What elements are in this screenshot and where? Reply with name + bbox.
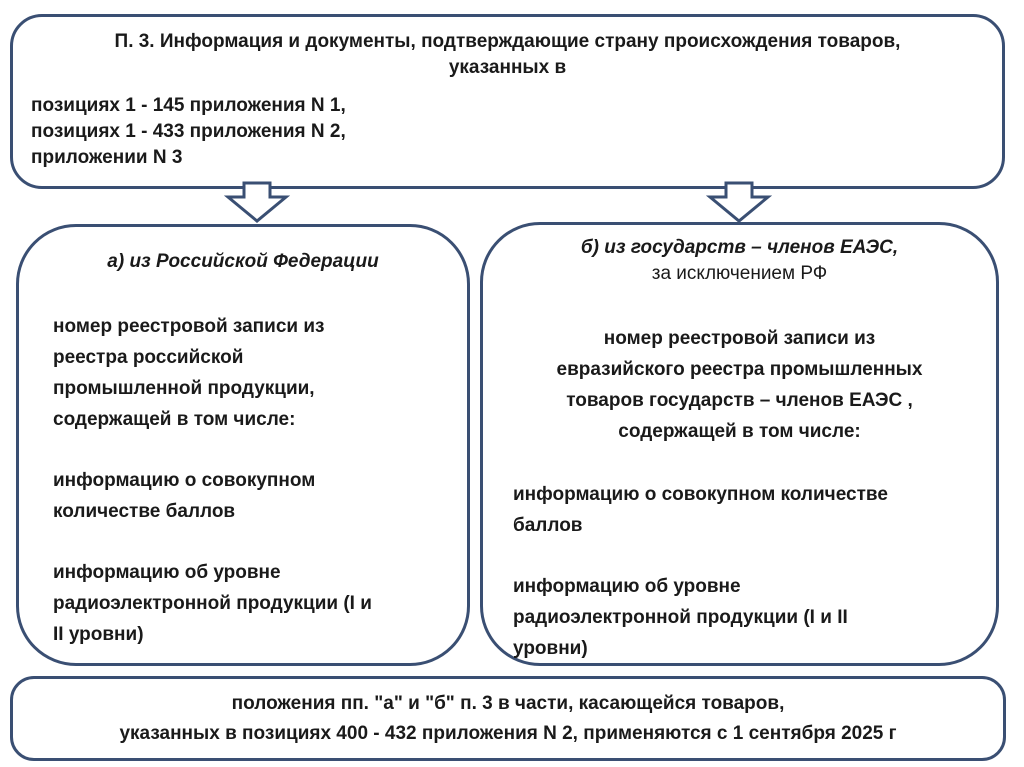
top-title — [31, 29, 984, 81]
right-para3-line: информацию об уровне — [513, 576, 741, 597]
bottom-line1: положения пп. "а" и "б" п. 3 в части, касающейся товаров, — [231, 693, 785, 714]
top-title-line1: П. 3. Информация и документы, подтверждающие страну происхождения товаров, — [114, 31, 901, 52]
left-para1-line: реестра российской — [53, 347, 244, 368]
left-para2-line: информацию о совокупном — [53, 470, 316, 491]
right-para1-line: товаров государств – членов ЕАЭС , — [566, 390, 913, 411]
left-para3-line: II уровни) — [53, 624, 144, 645]
top-title-line2: указанных в — [448, 57, 567, 78]
right-para1-line: евразийского реестра промышленных — [556, 359, 923, 380]
right-heading — [483, 235, 996, 287]
left-box-russia — [16, 224, 470, 666]
bottom-text — [13, 689, 1003, 749]
down-arrow-left-icon — [224, 181, 290, 223]
bottom-box-note — [10, 676, 1006, 761]
right-para3-line: радиоэлектронной продукции (I и II — [513, 607, 848, 628]
top-item: позициях 1 - 145 приложения N 1, — [31, 95, 346, 116]
right-heading-italic: б) из государств – членов ЕАЭС, — [580, 237, 899, 258]
left-body — [53, 311, 443, 650]
right-box-eaeu — [480, 222, 999, 666]
right-items — [513, 479, 983, 664]
right-para1-line: номер реестровой записи из — [603, 328, 876, 349]
left-para3-line: радиоэлектронной продукции (I и — [53, 593, 372, 614]
top-item: позициях 1 - 433 приложения N 2, — [31, 121, 346, 142]
left-para1-line: содержащей в том числе: — [53, 409, 296, 430]
right-heading-normal: за исключением РФ — [651, 263, 828, 284]
right-para2-line: информацию о совокупном количестве — [513, 484, 888, 505]
left-para1-line: номер реестровой записи из — [53, 316, 325, 337]
top-box — [10, 14, 1005, 189]
right-para1-line: содержащей в том числе: — [618, 421, 861, 442]
left-para3-line: информацию об уровне — [53, 562, 281, 583]
right-para3-line: уровни) — [513, 638, 588, 659]
top-item: приложении N 3 — [31, 147, 183, 168]
left-heading: а) из Российской Федерации — [107, 251, 379, 272]
left-para1-line: промышленной продукции, — [53, 378, 315, 399]
bottom-line2: указанных в позициях 400 - 432 приложения N 2, применяются с 1 сентября 2025 г — [119, 723, 897, 744]
right-para2-line: баллов — [513, 515, 583, 536]
left-para2-line: количестве баллов — [53, 501, 236, 522]
top-items-list — [31, 93, 346, 171]
right-para1 — [493, 323, 986, 447]
down-arrow-right-icon — [706, 181, 772, 223]
